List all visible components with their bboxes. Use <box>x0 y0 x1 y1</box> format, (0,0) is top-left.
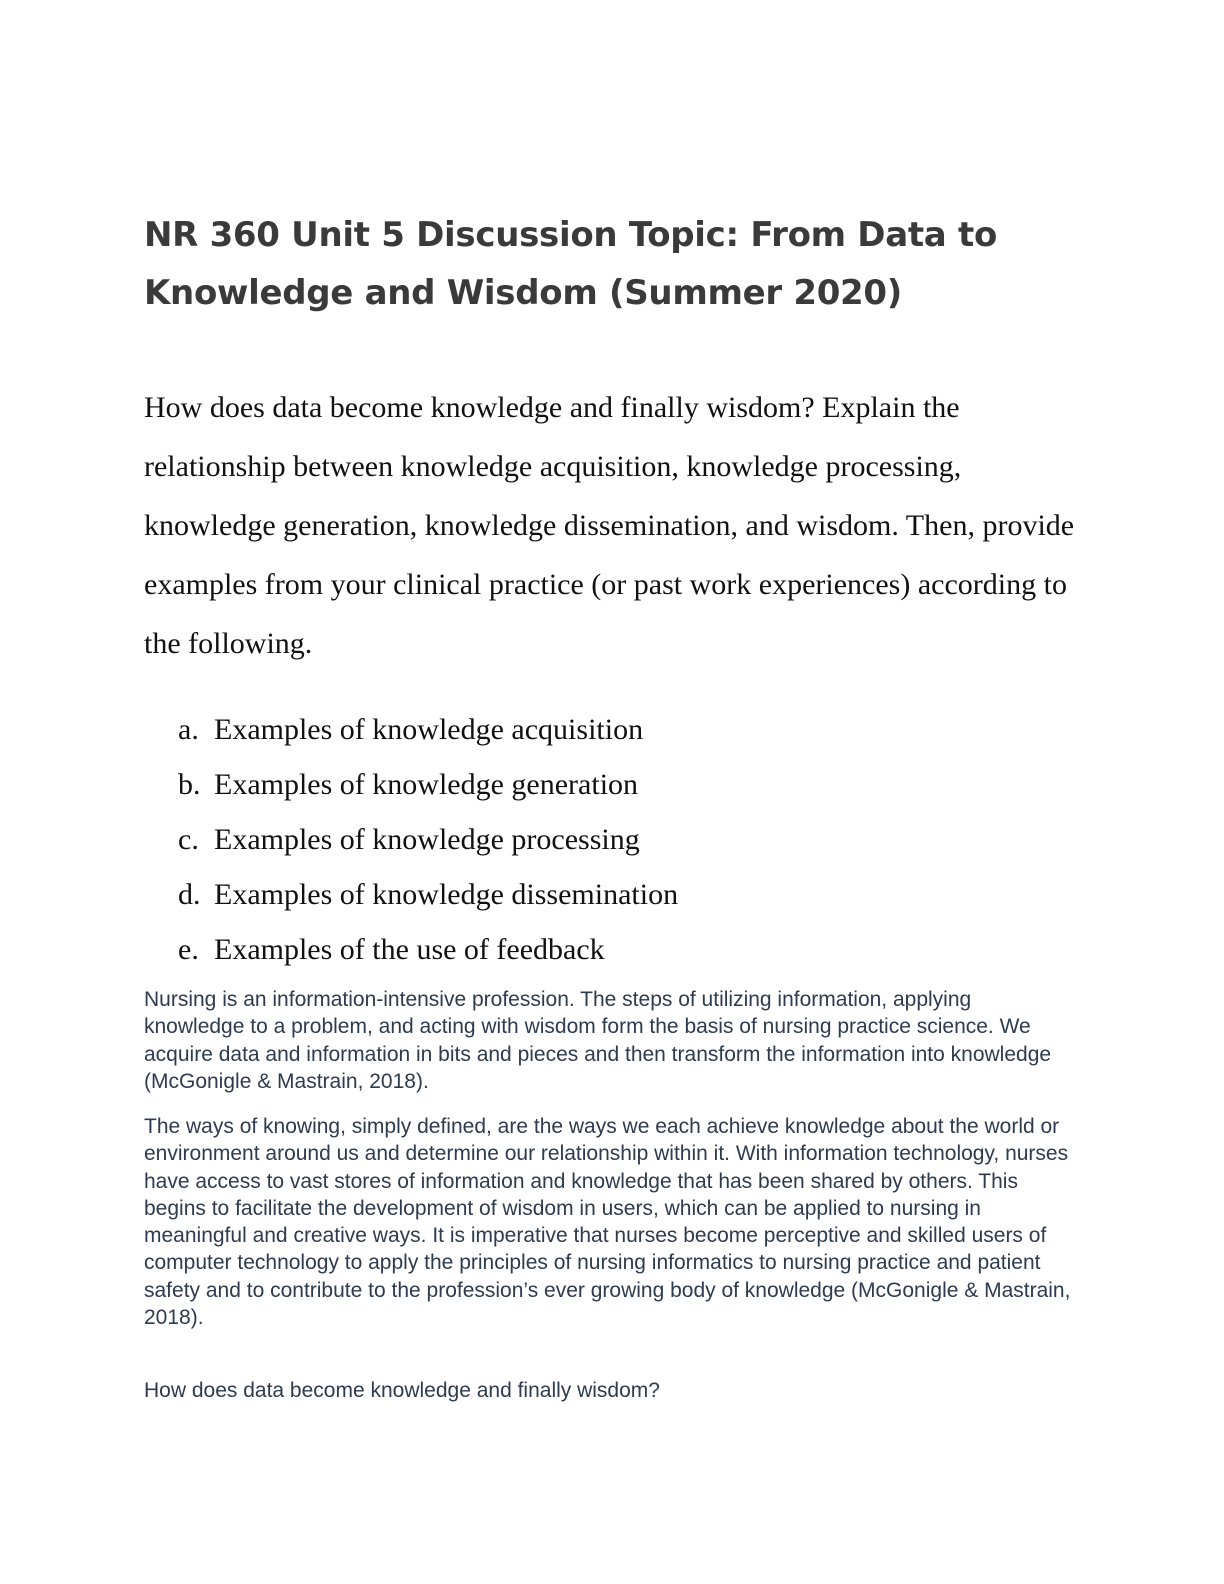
list-item <box>178 867 1058 922</box>
example-list <box>178 702 1058 977</box>
list-item <box>178 757 1058 812</box>
list-item-text: Examples of the use of feedback <box>214 933 605 966</box>
list-item-text: Examples of knowledge processing <box>214 823 640 856</box>
list-item <box>178 922 1058 977</box>
list-marker: e. <box>178 933 199 966</box>
list-item <box>178 812 1058 867</box>
document-title: NR 360 Unit 5 Discussion Topic: From Data to Knowledge and Wisdom (Summer 2020) <box>144 215 998 313</box>
list-marker: c. <box>178 823 199 856</box>
list-marker: a. <box>178 713 199 746</box>
list-item-text: Examples of knowledge dissemination <box>214 878 679 911</box>
body-paragraph: The ways of knowing, simply defined, are the ways we each achieve knowledge about the world or environment around us and determine our relationship within it. With information technology, nurses have access to vast stores of information and knowledge that has been shared by others. This begins to facilitate the development of wisdom in users, which can be applied to nursing in meaningful and creative ways. It is imperative that nurses become perceptive and skilled users of computer technology to apply the principles of nursing informatics to nursing practice and patient safety and to contribute to the profession’s ever growing body of knowledge (McGonigle & Mastrain, 2018). <box>144 1115 1071 1330</box>
list-item-text: Examples of knowledge acquisition <box>214 713 644 746</box>
list-marker: d. <box>178 878 201 911</box>
list-item <box>178 702 1058 757</box>
body-paragraph: How does data become knowledge and finally wisdom? <box>144 1379 660 1402</box>
list-marker: b. <box>178 768 201 801</box>
discussion-question: How does data become knowledge and finally wisdom? Explain the relationship between knowledge acquisition, knowledge processing, knowledge generation, knowledge dissemination, and wisdom. Then, provide examples from your clinical practice (or past work experiences) according to the following. <box>144 391 1075 660</box>
body-paragraph: Nursing is an information-intensive profession. The steps of utilizing information, applying knowledge to a problem, and acting with wisdom form the basis of nursing practice science. We acquire data and information in bits and pieces and then transform the information into knowledge (McGonigle & Mastrain, 2018). <box>144 988 1052 1093</box>
list-item-text: Examples of knowledge generation <box>214 768 639 801</box>
